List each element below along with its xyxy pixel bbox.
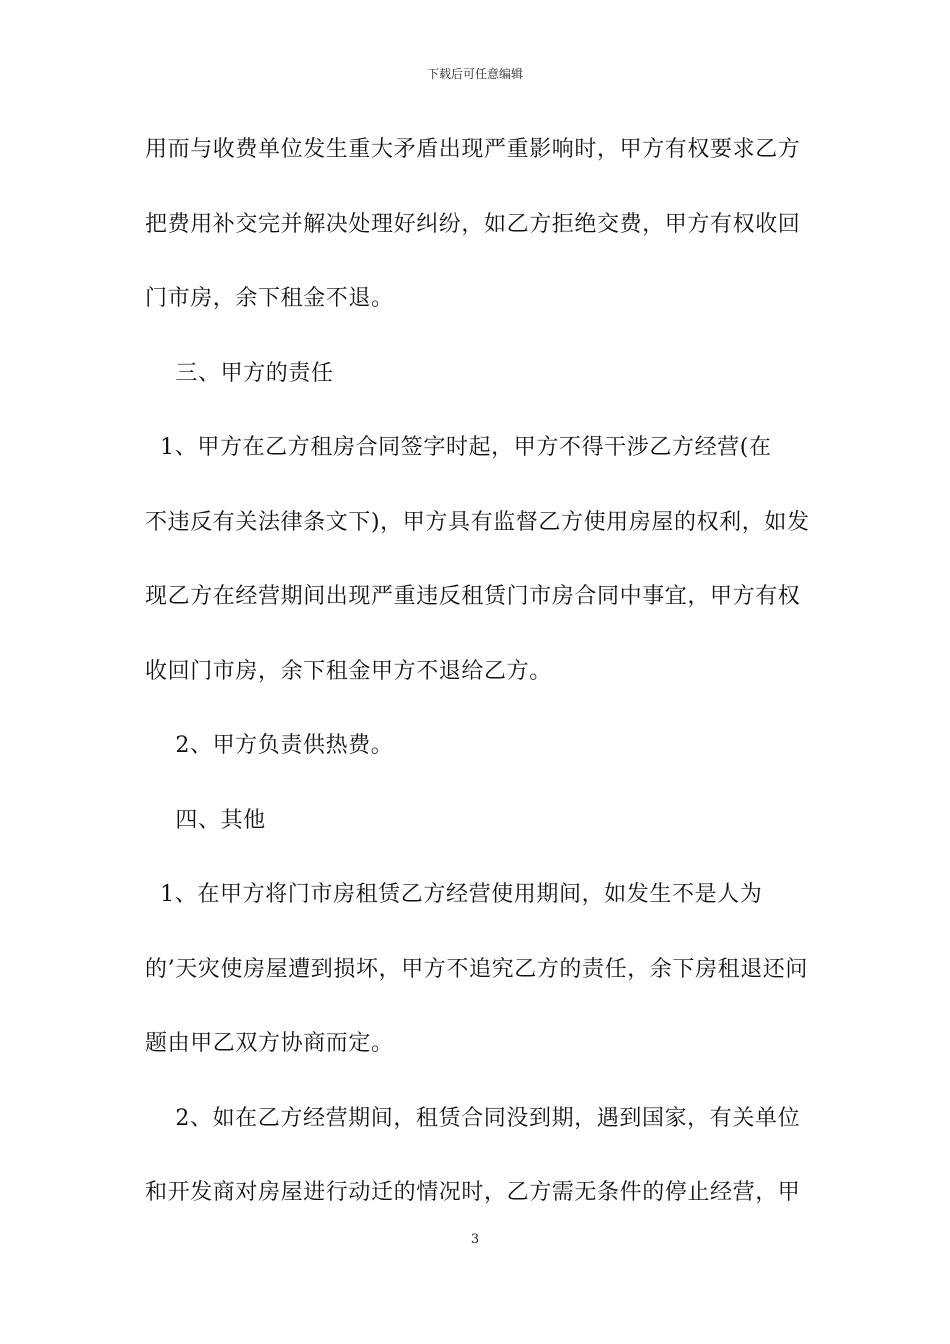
text-line: 和开发商对房屋进行动迁的情况时，乙方需无条件的停止经营，甲 (145, 1180, 801, 1205)
page-header-note: 下载后可任意编辑 (426, 67, 523, 81)
text-line: 门市房，余下租金不退。 (145, 286, 394, 311)
text-line: 收回门市房，余下租金甲方不退给乙方。 (145, 658, 552, 684)
text-line: 1、甲方在乙方租房合同签字时起，甲方不得干涉乙方经营(在 (145, 435, 772, 460)
text-line: 不违反有关法律条文下)，甲方具有监督乙方使用房屋的权利，如发 (145, 509, 810, 535)
text-line: 1、在甲方将门市房租赁乙方经营使用期间，如发生不是人为 (145, 882, 763, 907)
page-number: 3 (470, 1232, 480, 1247)
text-line: 2、甲方负责供热费。 (145, 733, 394, 758)
section-heading: 四、其他 (145, 807, 266, 833)
text-line: 题由甲乙双方协商而定。 (145, 1031, 394, 1056)
text-line: 把费用补交完并解决处理好纠纷，如乙方拒绝交费，甲方有权收回 (145, 211, 801, 237)
text-line: 用而与收费单位发生重大矛盾出现严重影响时，甲方有权要求乙方 (145, 137, 801, 162)
text-line: 2、如在乙方经营期间，租赁合同没到期，遇到国家，有关单位 (145, 1105, 801, 1131)
section-heading: 三、甲方的责任 (145, 360, 334, 386)
text-line: 现乙方在经营期间出现严重违反租赁门市房合同中事宜，甲方有权 (145, 584, 801, 609)
text-line: 的’天灾使房屋遭到损坏，甲方不追究乙方的责任，余下房租退还问 (145, 956, 808, 982)
document-body (145, 130, 810, 1248)
